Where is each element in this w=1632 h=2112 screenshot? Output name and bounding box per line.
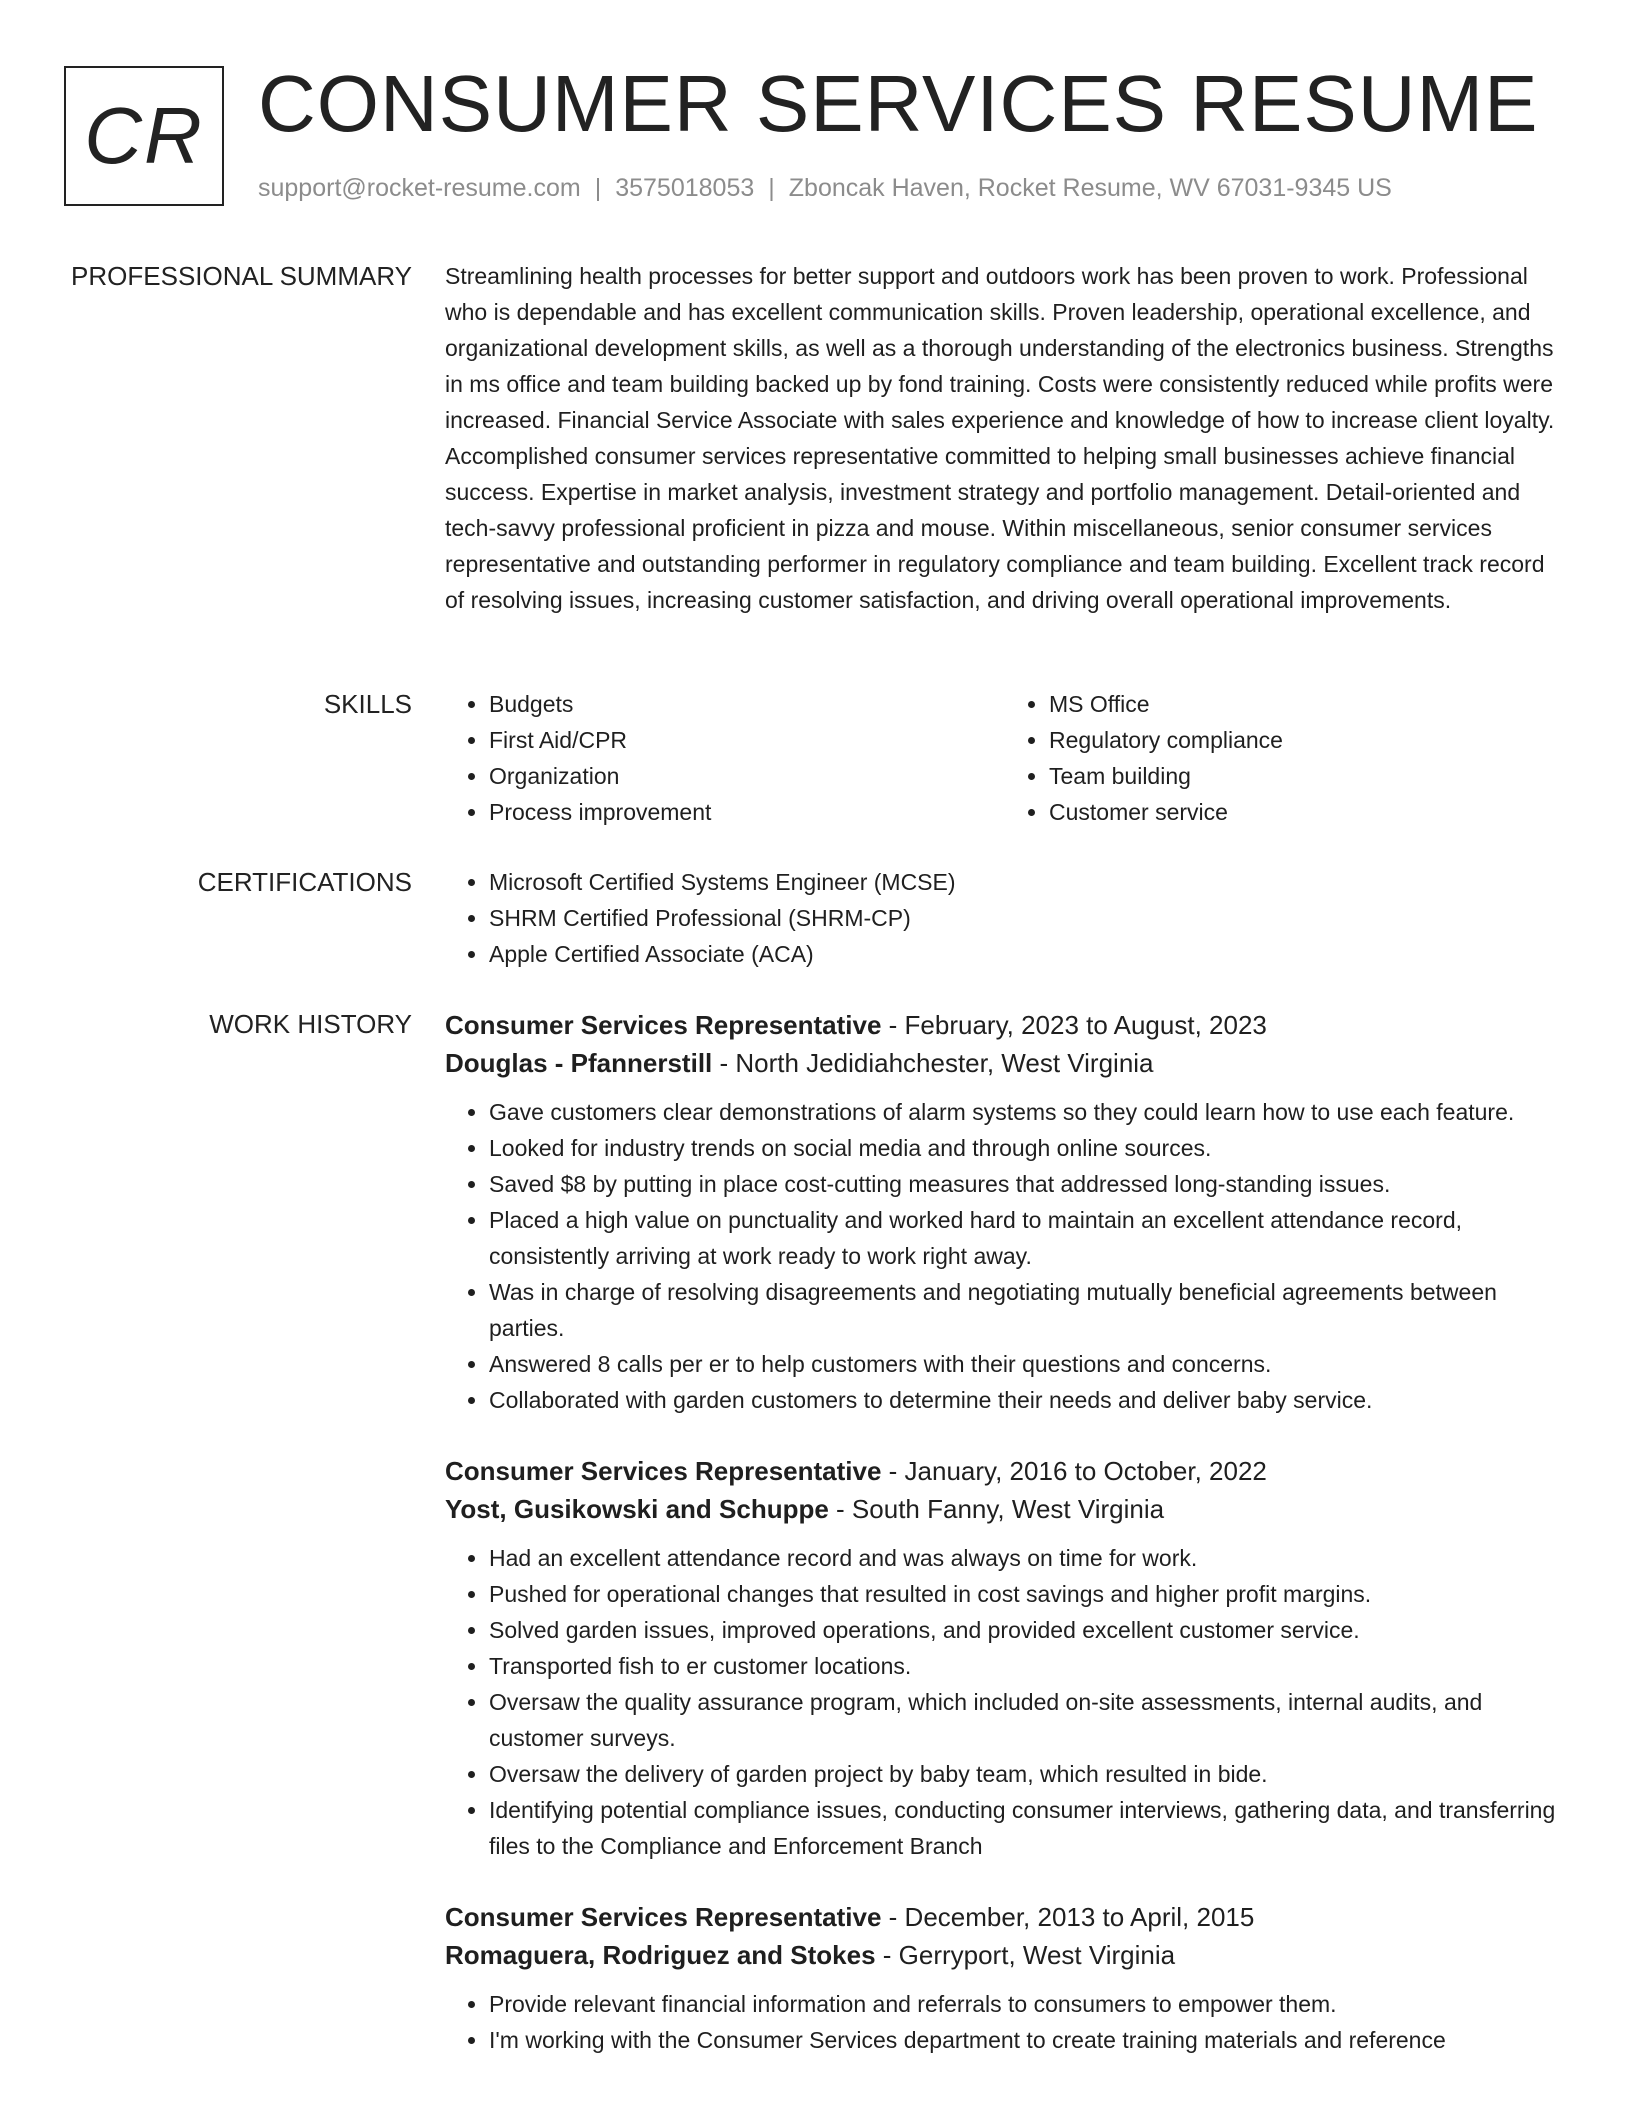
skill-item: • First Aid/CPR [489, 722, 1005, 758]
skill-item: • Team building [1049, 758, 1565, 794]
contact-phone[interactable]: 3575018053 [615, 174, 755, 202]
job-title: Consumer Services Representative [445, 1010, 882, 1040]
job-location: - Gerryport, West Virginia [875, 1940, 1176, 1970]
work-history-heading: WORK HISTORY [209, 1009, 412, 1039]
job-title: Consumer Services Representative [445, 1902, 882, 1932]
initials-monogram: CR [64, 66, 224, 206]
job-bullets [445, 1986, 1565, 2058]
job-title-line [445, 1452, 1565, 1490]
job-bullet: • Identifying potential compliance issues, conducting consumer interviews, gathering data, and transferring files to the Compliance and Enforcement Branch [489, 1792, 1565, 1864]
skill-item: • Regulatory compliance [1049, 722, 1565, 758]
contact-email[interactable]: support@rocket-resume.com [258, 174, 581, 202]
skill-item: • Customer service [1049, 794, 1565, 830]
job-dates: - February, 2023 to August, 2023 [881, 1010, 1267, 1040]
job-bullet: • Had an excellent attendance record and was always on time for work. [489, 1540, 1565, 1576]
job-bullet: • Gave customers clear demonstrations of alarm systems so they could learn how to use each feature. [489, 1094, 1565, 1130]
certification-item: • SHRM Certified Professional (SHRM-CP) [489, 900, 1565, 936]
job-bullets [445, 1094, 1565, 1418]
job-bullet: • Oversaw the delivery of garden project by baby team, which resulted in bide. [489, 1756, 1565, 1792]
job-bullet: • Pushed for operational changes that resulted in cost savings and higher profit margins. [489, 1576, 1565, 1612]
job-company: Romaguera, Rodriguez and Stokes [445, 1940, 876, 1970]
skill-item: • Organization [489, 758, 1005, 794]
job-bullets [445, 1540, 1565, 1864]
job-bullet: • Solved garden issues, improved operations, and provided excellent customer service. [489, 1612, 1565, 1648]
job-bullet: • Oversaw the quality assurance program, which included on-site assessments, internal audits, and customer surveys. [489, 1684, 1565, 1756]
job-bullet: • Was in charge of resolving disagreements and negotiating mutually beneficial agreements between parties. [489, 1274, 1565, 1346]
job-bullet: • Transported fish to er customer locations. [489, 1648, 1565, 1684]
contact-line [258, 174, 1392, 203]
job-company: Yost, Gusikowski and Schuppe [445, 1494, 829, 1524]
job-title: Consumer Services Representative [445, 1456, 882, 1486]
job-location: - South Fanny, West Virginia [828, 1494, 1165, 1524]
certifications-list [445, 864, 1565, 972]
job-company: Douglas - Pfannerstill [445, 1048, 713, 1078]
job-dates: - January, 2016 to October, 2022 [881, 1456, 1267, 1486]
job-bullet: • Collaborated with garden customers to determine their needs and deliver baby service. [489, 1382, 1565, 1418]
skill-item: • Process improvement [489, 794, 1005, 830]
job-title-line [445, 1898, 1565, 1936]
certifications-heading: CERTIFICATIONS [197, 867, 412, 897]
job-entry [445, 1006, 1565, 1418]
job-bullet: • Saved $8 by putting in place cost-cutting measures that addressed long-standing issues. [489, 1166, 1565, 1202]
job-dates: - December, 2013 to April, 2015 [881, 1902, 1255, 1932]
job-bullet: • Provide relevant financial information and referrals to consumers to empower them. [489, 1986, 1565, 2022]
job-title-line [445, 1006, 1565, 1044]
job-bullet: • Answered 8 calls per er to help customers with their questions and concerns. [489, 1346, 1565, 1382]
summary-heading: PROFESSIONAL SUMMARY [71, 261, 412, 291]
contact-separator: | [594, 174, 602, 202]
certification-item: • Apple Certified Associate (ACA) [489, 936, 1565, 972]
certification-item: • Microsoft Certified Systems Engineer (MCSE) [489, 864, 1565, 900]
job-bullet: • Placed a high value on punctuality and worked hard to maintain an excellent attendance record, consistently arriving at work ready to work right away. [489, 1202, 1565, 1274]
contact-separator: | [768, 174, 775, 202]
skills-list-left [445, 686, 1005, 830]
resume-title: CONSUMER SERVICES RESUME [258, 59, 1539, 148]
job-entry [445, 1452, 1565, 1864]
skill-item: • MS Office [1049, 686, 1565, 722]
skill-item: • Budgets [489, 686, 1005, 722]
job-bullet: • Looked for industry trends on social media and through online sources. [489, 1130, 1565, 1166]
job-location: - North Jedidiahchester, West Virginia [712, 1048, 1154, 1078]
skills-list-right [1005, 686, 1565, 830]
summary-text: Streamlining health processes for better support and outdoors work has been proven to work. Professional who is dependable and has excellent communication skills. Proven leadership, operational excellence, and organizational development skills, as well as a thorough understanding of the electronics business. Strengths in ms office and team building backed up by fond training. Costs were consistently reduced while profits were increased. Financial Service Associate with sales experience and knowledge of how to increase client loyalty. Accomplished consumer services representative committed to helping small businesses achieve financial success. Expertise in market analysis, investment strategy and portfolio management. Detail-oriented and tech-savvy professional proficient in pizza and mouse. Within miscellaneous, senior consumer services representative and outstanding performer in regulatory compliance and team building. Excellent track record of resolving issues, increasing customer satisfaction, and driving overall operational improvements. [445, 263, 1555, 613]
job-bullet: • I'm working with the Consumer Services department to create training materials and reference [489, 2022, 1565, 2058]
skills-heading: SKILLS [323, 689, 412, 719]
job-company-line [445, 1490, 1565, 1528]
job-entry [445, 1898, 1565, 2058]
job-company-line [445, 1044, 1565, 1082]
contact-address: Zboncak Haven, Rocket Resume, WV 67031-9345 US [788, 174, 1392, 202]
job-company-line [445, 1936, 1565, 1974]
